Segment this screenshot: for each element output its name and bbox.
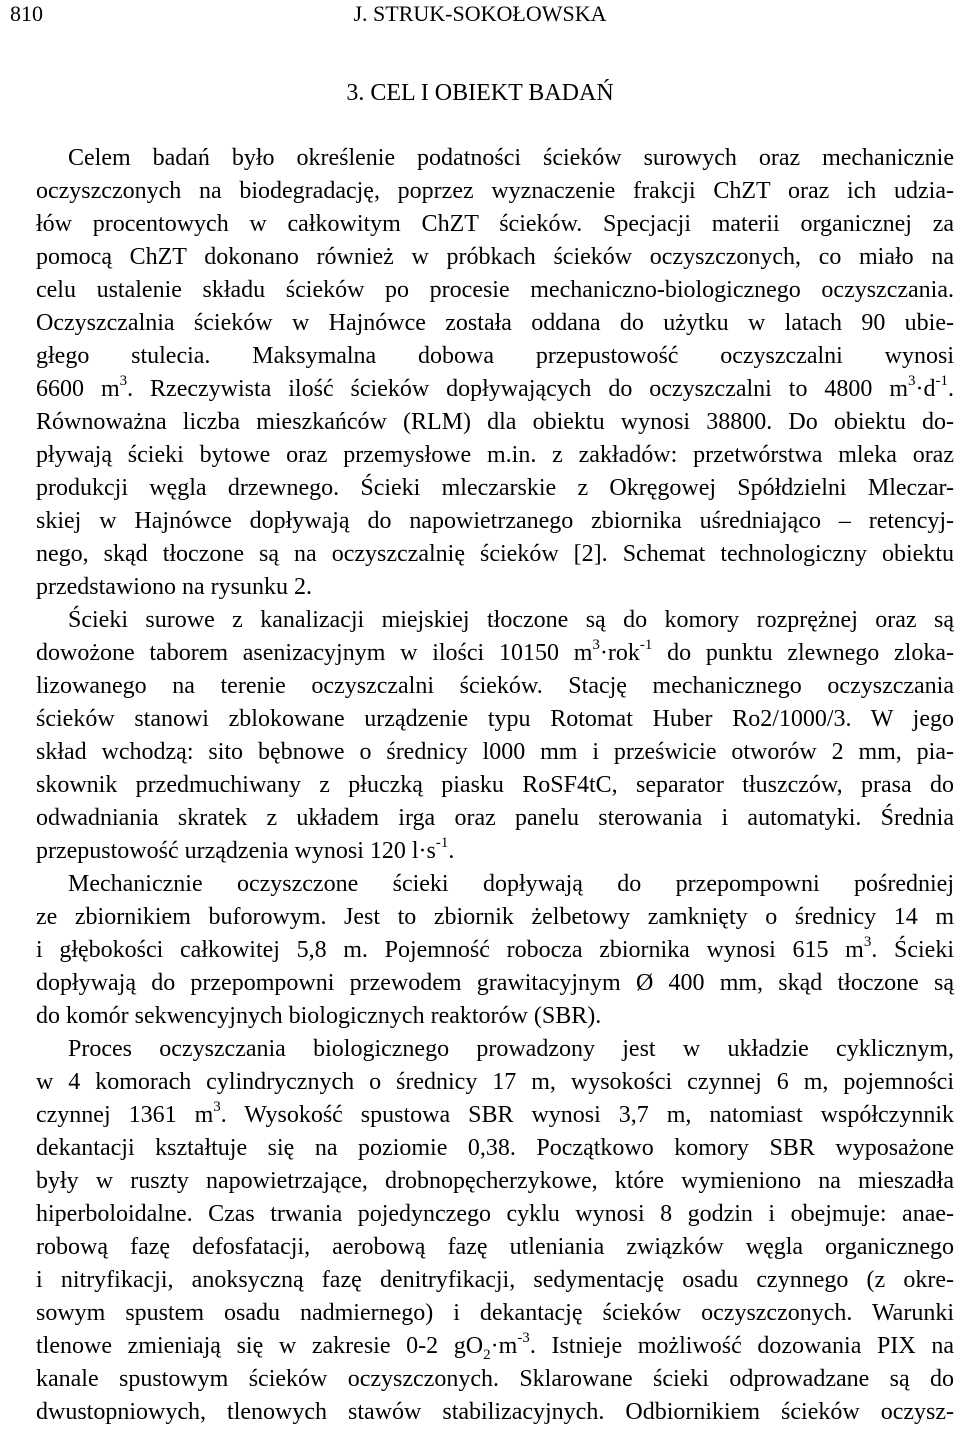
text-line: były w ruszty napowietrzające, drobnopęcherzykowe, które wymieniono na mieszadła [36, 1168, 954, 1194]
section-title: 3. CEL I OBIEKT BADAŃ [346, 80, 614, 106]
text-line: odwadniania skratek z układem irga oraz panelu sterowania i automatyki. Średnia [36, 805, 954, 831]
text-line: skład wchodzą: sito bębnowe o średnicy l000 mm i prześwicie otworów 2 mm, pia- [36, 739, 954, 765]
text-line: lizowanego na terenie oczyszczalni ścieków. Stację mechanicznego oczyszczania [36, 673, 954, 699]
text-line: Ścieki surowe z kanalizacji miejskiej tłoczone są do komory rozprężnej oraz są [68, 607, 954, 633]
text-line: ze zbiornikiem buforowym. Jest to zbiornik żelbetowy zamknięty o średnicy 14 m [36, 904, 954, 930]
text-line: przepustowość urządzenia wynosi 120 $l\cdot s^{-1}$. [36, 835, 455, 864]
text-line: celu ustalenie składu ścieków po procesie mechaniczno-biologicznego oczyszczania. [36, 277, 954, 303]
text-line: w 4 komorach cylindrycznych o średnicy 17 m, wysokości czynnej 6 m, pojemności [36, 1069, 954, 1095]
text-line: kanale spustowym ścieków oczyszczonych. Sklarowane ścieki odprowadzane są do [36, 1366, 954, 1392]
text-line: 6600 $m^3$. Rzeczywista ilość ścieków dopływających do oczyszczalni to 4800 $m^3\cdot d^{-1}$. [36, 373, 954, 402]
text-line: Proces oczyszczania biologicznego prowadzony jest w układzie cyklicznym, [68, 1036, 954, 1062]
text-line: dopływają do przepompowni przewodem grawitacyjnym Ø 400 mm, skąd tłoczone są [36, 970, 954, 996]
text-line: oczyszczonych na biodegradację, poprzez wyznaczenie frakcji ChZT oraz ich udzia- [36, 178, 954, 204]
text-line: produkcji węgla drzewnego. Ścieki mleczarskie z Okręgowej Spółdzielni Mleczar- [36, 475, 954, 501]
page-number: 810 [10, 1, 43, 26]
text-line: pływają ścieki bytowe oraz przemysłowe m.in. z zakładów: przetwórstwa mleka oraz [36, 442, 954, 468]
text-line: Mechanicznie oczyszczone ścieki dopływają do przepompowni pośredniej [68, 871, 954, 897]
text-line: łów procentowych w całkowitym ChZT ścieków. Specjacji materii organicznej za [36, 211, 954, 237]
text-line: głego stulecia. Maksymalna dobowa przepustowość oczyszczalni wynosi [36, 343, 954, 369]
text-line: sowym spustem osadu nadmiernego) i dekantację ścieków oczyszczonych. Warunki [36, 1300, 954, 1326]
text-line: Celem badań było określenie podatności ścieków surowych oraz mechanicznie [68, 145, 954, 171]
body-text [6, 142, 954, 1429]
text-line: Równoważna liczba mieszkańców (RLM) dla obiektu wynosi 38800. Do obiektu do- [36, 409, 954, 435]
paragraph [6, 868, 954, 1033]
text-line: skiej w Hajnówce dopływają do napowietrzanego zbiornika uśredniająco – retencyj- [36, 508, 954, 534]
text-line: przedstawiono na rysunku 2. [36, 574, 312, 600]
page-header [6, 0, 954, 40]
text-line: i nitryfikacji, anoksyczną fazę denitryfikacji, sedymentację osadu czynnego (z okre- [36, 1267, 954, 1293]
paragraph [6, 1033, 954, 1429]
text-line: do komór sekwencyjnych biologicznych reaktorów (SBR). [36, 1003, 602, 1029]
text-line: hiperboloidalne. Czas trwania pojedynczego cyklu wynosi 8 godzin i obejmuje: anae- [36, 1201, 954, 1227]
paragraph [6, 142, 954, 604]
running-head: J. STRUK-SOKOŁOWSKA [353, 1, 607, 26]
text-line: dekantacji kształtuje się na poziomie 0,38. Początkowo komory SBR wyposażone [36, 1135, 954, 1161]
text-line: skownik przedmuchiwany z płuczką piasku RoSF4tC, separator tłuszczów, prasa do [36, 772, 954, 798]
text-line: dwustopniowych, tlenowych stawów stabilizacyjnych. Odbiornikiem ścieków oczysz- [36, 1399, 954, 1425]
text-line: tlenowe zmieniają się w zakresie 0-2 $gO_2\cdot m^{-3}$. Istnieje możliwość dozowania PIX na [36, 1330, 955, 1363]
text-line: czynnej 1361 $m^3$. Wysokość spustowa SBR wynosi 3,7 m, natomiast współczynnik [36, 1099, 954, 1128]
text-line: i głębokości całkowitej 5,8 m. Pojemność robocza zbiornika wynosi 615 $m^3$. Ścieki [36, 934, 954, 963]
text-line: pomocą ChZT dokonano również w próbkach ścieków oczyszczonych, co miało na [36, 244, 954, 270]
text-line: ścieków stanowi zblokowane urządzenie typu Rotomat Huber Ro2/1000/3. W jego [36, 706, 954, 732]
text-line: Oczyszczalnia ścieków w Hajnówce została oddana do użytku w latach 90 ubie- [36, 310, 954, 336]
text-line: robową fazę defosfatacji, aerobową fazę utleniania związków węgla organicznego [36, 1234, 954, 1260]
text-line: nego, skąd tłoczone są na oczyszczalnię ścieków [2]. Schemat technologiczny obiektu [36, 541, 954, 567]
text-line: dowożone taborem asenizacyjnym w ilości 10150 $m^3\cdot rok^{-1}$ do punktu zlewnego zloka- [36, 637, 954, 666]
paragraph [6, 604, 954, 868]
